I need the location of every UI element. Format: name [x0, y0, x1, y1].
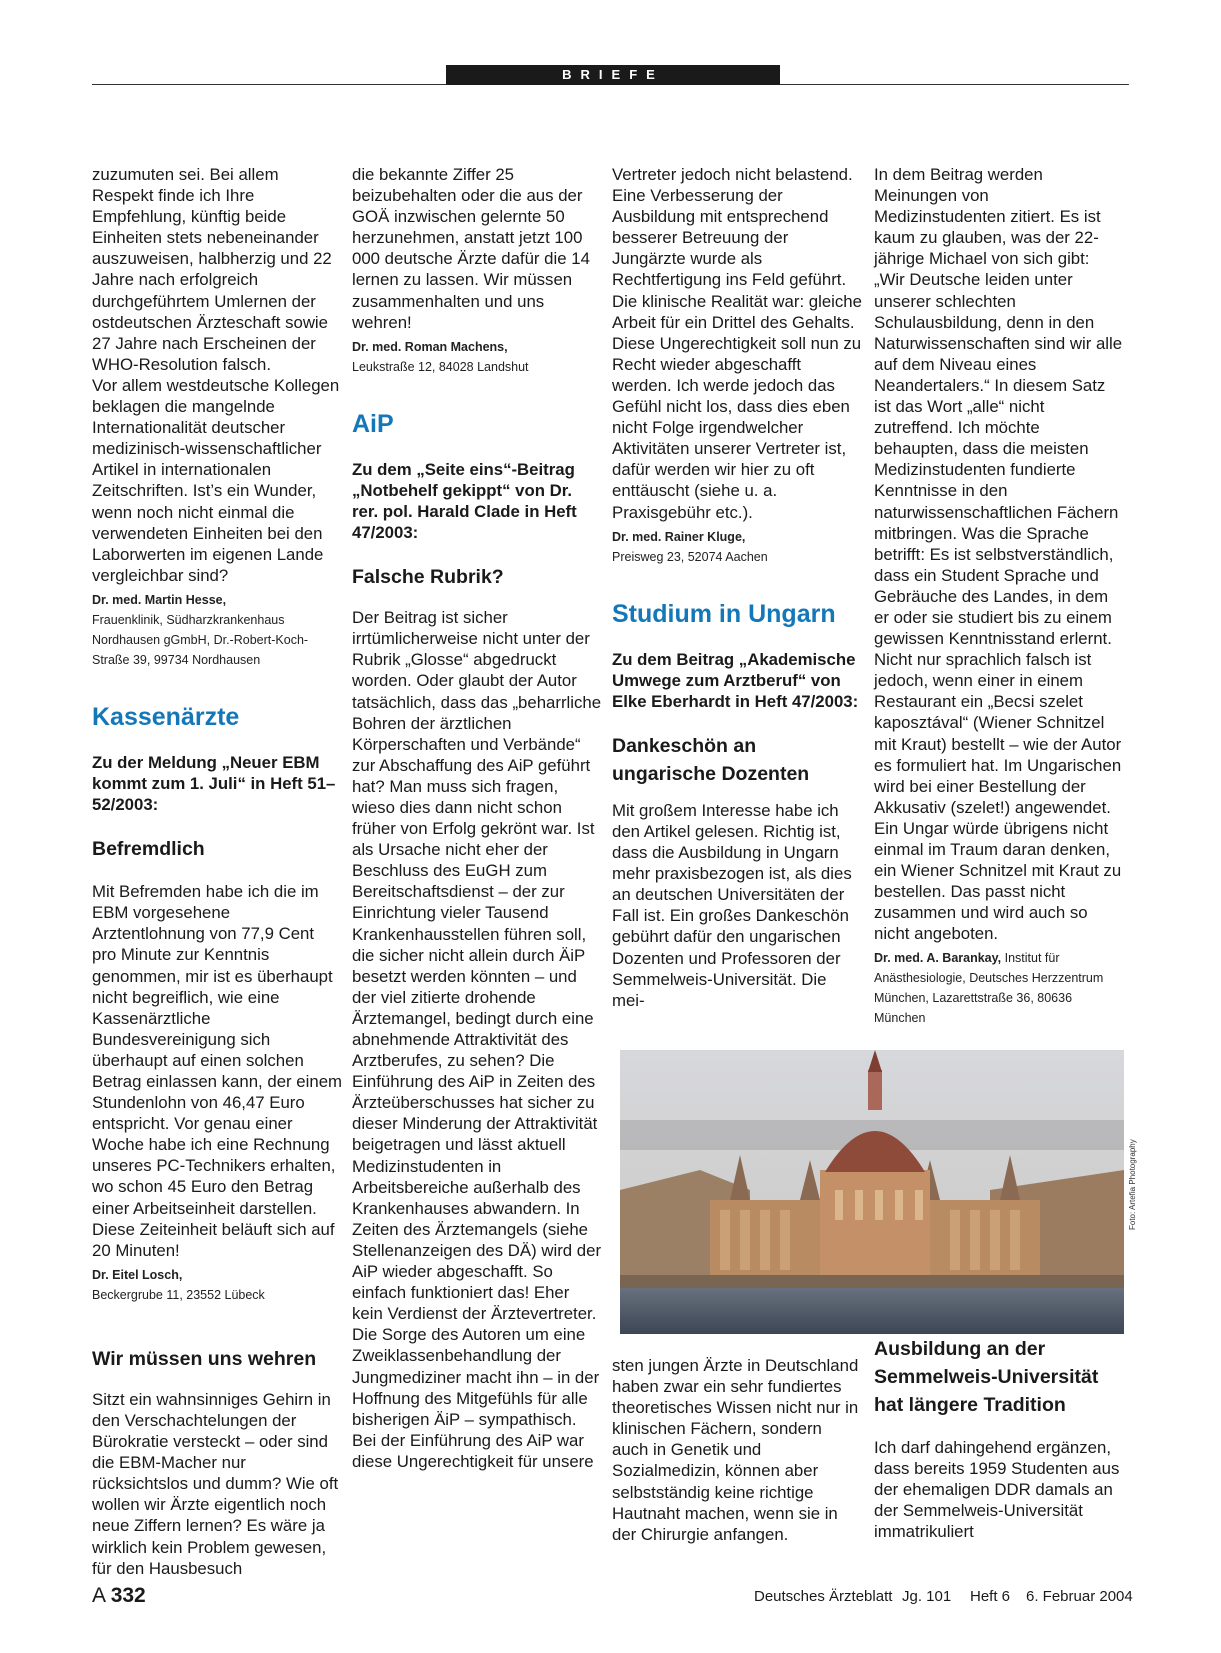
- signature: [612, 527, 862, 567]
- body-text: Vertreter jedoch nicht belastend. Eine Verbesserung der Ausbildung mit entsprechend besserer Betreuung der Jungärzte wurde als Rechtfertigung ins Feld geführt. Die klinische Realität war: gleiche Arbeit für ein Drittel des Gehalts. Diese Ungerechtigkeit soll nun zu Recht wieder abgeschafft werden. Ich werde jedoch das Gefühl nicht los, dass dies eben nicht Folge irgendwelcher Aktivitäten unserer Vertreter ist, dafür werden wir hier zu oft enttäuscht (siehe u. a. Praxisgebühr etc.).: [612, 165, 862, 522]
- author-name: Dr. med. A. Barankay,: [874, 951, 1002, 966]
- author-address: Preisweg 23, 52074 Aachen: [612, 549, 768, 564]
- column-4: [874, 164, 1124, 1028]
- photo-credit: Foto: Artefia Photography: [1128, 1139, 1137, 1230]
- page-number: A 332: [92, 1584, 146, 1607]
- column-1: [92, 164, 342, 1579]
- journal-name: Deutsches Ärzteblatt: [754, 1588, 893, 1605]
- footer-date: 6. Februar 2004: [1026, 1588, 1133, 1605]
- body-text: Sitzt ein wahnsinniges Gehirn in den Verschachtelungen der Bürokratie versteckt – oder sind die EBM-Macher nur rücksichtslos und dumm? Wie oft wollen wir Ärzte eigentlich noch neue Ziffern lernen? Es wäre ja wirklich kein Problem gewesen, für den Hausbesuch: [92, 1389, 339, 1578]
- body-text: Mit großem Interesse habe ich den Artikel gelesen. Richtig ist, dass die Ausbildung in Ungarn mehr praxisbezogen ist, als dies an deutschen Universitäten der Fall ist. Ein großes Dankeschön gebührt dafür den ungarischen Dozenten und Professoren der Semmelweis-Universität. Die mei-: [612, 800, 852, 1010]
- body-text: Der Beitrag ist sicher irrtümlicherweise nicht unter der Rubrik „Glosse“ abgedruckt worden. Oder glaubt der Autor tatsächlich, dass das „beharrliche Bohren der ärztlichen Körperschaften und Verbände“ zur Abschaffung des AiP geführt hat? Man muss sich fragen, wieso dies dann nicht schon früher von Erfolg gekrönt war. Ist als Ursache nicht eher der Beschluss des EuGH zum Bereitschaftsdienst – der zur Einrichtung vieler Tausend Krankenhausstellen führen soll, die sicher nicht allein durch ÄiP besetzt werden könnten – und der viel zitierte drohende Ärztemangel, bedingt durch eine abnehmende Attraktivität des Arztberufes, zu sehen? Die Einführung des AiP in Zeiten des Ärzteüberschusses hat sicher zu dieser Minderung der Attraktivität beigetragen und lässt aktuell Medizinstudenten in Arbeitsbereiche außerhalb des Krankenhauses abwandern. In Zeiten des Ärztemangels (siehe Stellenanzeigen des DÄ) wird der AiP wieder abgeschafft. So einfach funktioniert das! Eher kein Verdienst der Ärztevertreter. Die Sorge des Autoren um eine Zweiklassenbehandlung der Jungmediziner macht ihn – in der Hoffnung des Mitgefühls für alle bisherigen ÄiP – sympathisch. Bei der Einführung des AiP war diese Ungerechtigkeit für unsere: [352, 608, 602, 1471]
- body-text: In dem Beitrag werden Meinungen von Medizinstudenten zitiert. Es ist kaum zu glauben, was der 22-jährige Michael von sich gibt: „Wir Deutsche leiden unter unserer schlechten Schulausbildung, denn in den Naturwissenschaften sind wir alle auf dem Niveau eines Neandertalers.“ In diesem Satz ist das Wort „alle“ nicht zutreffend. Ich möchte behaupten, dass die meisten Medizinstudenten fundierte Kenntnisse in den naturwissenschaftlichen Fächern mitbringen. Was die Sprache betrifft: Es ist selbstverständlich, dass ein Student Sprache und Gebräuche des Landes, in dem er oder sie studiert bis zu einem gewissen Kenntnisstand erlernt. Nicht nur sprachlich falsch ist jedoch, wenn einer in einem Restaurant ein „Becsi szelet kaposztával“ (Wiener Schnitzel mit Kraut) bestellt – wie der Autor es formuliert hat. Im Ungarischen wird bei einer Bestellung der Akkusativ (szelet!) angewendet. Ein Ungar würde übrigens nicht einmal im Traum daran denken, ein Wiener Schnitzel mit Kraut zu bestellen. Das passt nicht zusammen und wird auch so nicht angeboten.: [874, 165, 1123, 944]
- signature: [92, 590, 342, 670]
- column-3: [612, 164, 862, 1011]
- letter-heading: Ausbildung an der Semmelweis-Universität hat längere Tradition: [874, 1338, 1099, 1416]
- body-text: zuzumuten sei. Bei allem Respekt finde ich Ihre Empfehlung, künftig beide Einheiten stets nebeneinander auszuweisen, halbherzig und 22 Jahre nach erfolgreich durchgeführtem Umlernen der ostdeutschen Ärzteschaft sowie 27 Jahre nach Erscheinen der WHO-Resolution falsch.: [92, 165, 332, 374]
- section-label: BRIEFE: [446, 65, 780, 85]
- section-title: Studium in Ungarn: [612, 599, 836, 628]
- signature: [874, 948, 1124, 1028]
- body-text: Vor allem westdeutsche Kollegen beklagen die mangelnde Internationalität deutscher medizinisch-wissenschaftlicher Artikel in internationalen Zeitschriften. Ist’s ein Wunder, wenn noch nicht einmal die verwendeten Einheiten bei den Laborwerten im eigenen Lande vergleichbar sind?: [92, 375, 340, 585]
- parliament-photo: [620, 1050, 1124, 1334]
- author-address: Beckergrube 11, 23552 Lübeck: [92, 1287, 265, 1302]
- footer-volume: Jg. 101: [902, 1588, 952, 1605]
- letter-heading: Wir müssen uns wehren: [92, 1347, 317, 1370]
- author-name: Dr. med. Roman Machens,: [352, 339, 508, 354]
- section-title: Kassenärzte: [92, 702, 240, 731]
- author-address: Institut für Anästhesiologie, Deutsches Herzzentrum München, Lazarettstraße 36, 80636 München: [874, 951, 1104, 1026]
- footer-issue: Heft 6: [970, 1588, 1011, 1605]
- body-text: Ich darf dahingehend ergänzen, dass bereits 1959 Studenten aus der ehemaligen DDR damals an der Semmelweis-Universität immatrikuliert: [874, 1438, 1120, 1542]
- body-text: Mit Befremden habe ich die im EBM vorgesehene Arztentlohnung von 77,9 Cent pro Minute zur Kenntnis genommen, mir ist es überhaupt nicht begreiflich, wie eine Kassenärztliche Bundesvereinigung sich überhaupt auf einen solchen Betrag einlassen kann, der einem Stundenlohn von 46,47 Euro entspricht. Vor genau einer Woche habe ich eine Rechnung unseres PC-Technikers erhalten, wo schon 45 Euro den Betrag einer Arbeitseinheit darstellen. Diese Zeiteinheit beläuft sich auf 20 Minuten!: [92, 882, 343, 1260]
- author-address: Frauenklinik, Südharzkrankenhaus Nordhausen gGmbH, Dr.-Robert-Koch-Straße 39, 99734 Nordhausen: [92, 612, 309, 667]
- column-3-continued: [612, 1355, 862, 1545]
- signature: [352, 337, 602, 377]
- author-name: Dr. Eitel Losch,: [92, 1267, 183, 1282]
- author-name: Dr. med. Martin Hesse,: [92, 592, 227, 607]
- letter-reference: Zu dem „Seite eins“-Beitrag „Notbehelf gekippt“ von Dr. rer. pol. Harald Clade in Heft 47/2003:: [352, 459, 577, 543]
- letter-reference: Zu der Meldung „Neuer EBM kommt zum 1. Juli“ in Heft 51–52/2003:: [92, 752, 336, 815]
- signature: [92, 1265, 342, 1305]
- body-text: sten jungen Ärzte in Deutschland haben zwar ein sehr fundiertes theoretisches Wissen nicht nur in klinischen Fächern, sondern auch in Genetik und Sozialmedizin, können aber selbstständig keine richtige Hautnaht machen, wenn sie in der Chirurgie anfangen.: [612, 1356, 859, 1544]
- author-address: Leukstraße 12, 84028 Landshut: [352, 359, 529, 374]
- author-name: Dr. med. Rainer Kluge,: [612, 529, 746, 544]
- letter-heading: Befremdlich: [92, 838, 205, 861]
- letter-heading: Dankeschön an ungarische Dozenten: [612, 734, 810, 785]
- column-2: [352, 164, 602, 1472]
- body-text: die bekannte Ziffer 25 beizubehalten oder die aus der GOÄ inzwischen gelernte 50 herzunehmen, anstatt jetzt 100 000 deutsche Ärzte dafür die 14 lernen zu lassen. Wir müssen zusammenhalten und uns wehren!: [352, 165, 590, 332]
- section-title: AiP: [352, 409, 394, 438]
- letter-reference: Zu dem Beitrag „Akademische Umwege zum Arztberuf“ von Elke Eberhardt in Heft 47/2003:: [612, 649, 859, 711]
- letter-heading: Falsche Rubrik?: [352, 566, 504, 589]
- column-4-continued: [874, 1335, 1124, 1542]
